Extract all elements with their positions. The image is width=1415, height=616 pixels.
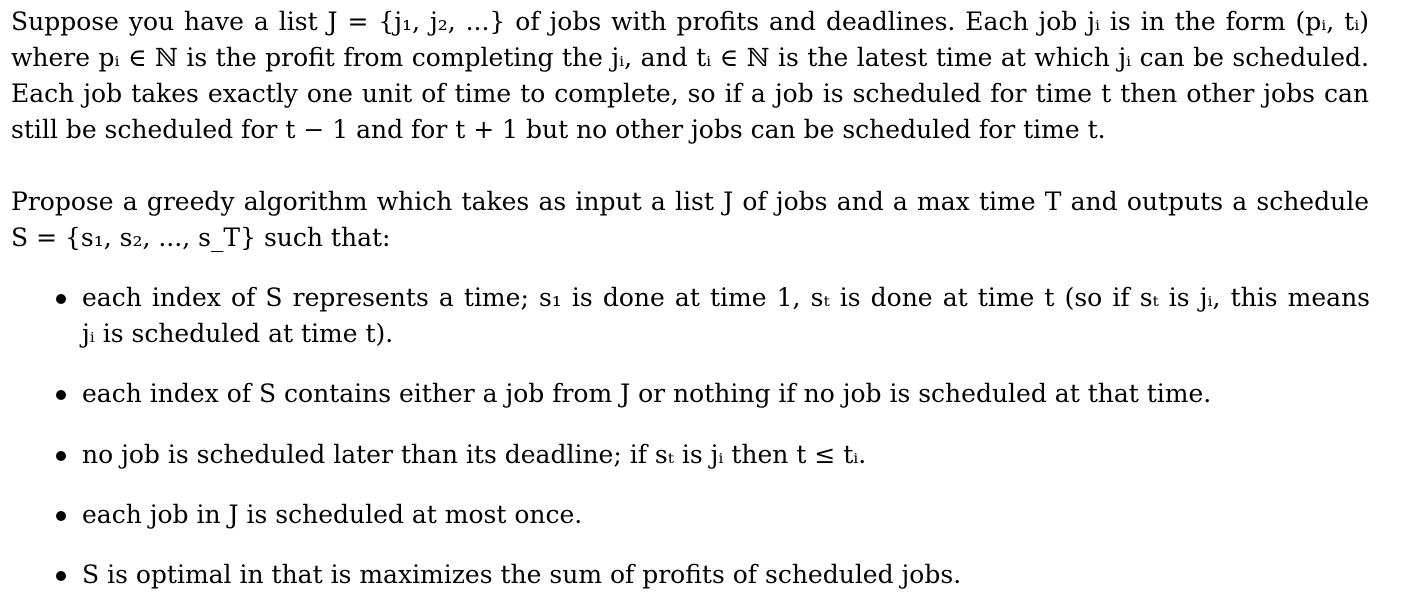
intro-line-4: still be scheduled for t − 1 and for t + 1 but no other jobs can be scheduled for time t. xyxy=(11,115,1106,144)
list-item-line: jᵢ is scheduled at time t). xyxy=(82,319,394,348)
bullet-icon xyxy=(56,390,66,400)
intro-line-1: Suppose you have a list J = {j₁, j₂, ...} of jobs with profits and deadlines. Each job jᵢ is in the form (pᵢ, tᵢ) xyxy=(11,7,1369,36)
list-item-line: no job is scheduled later than its deadline; if sₜ is jᵢ then t ≤ tᵢ. xyxy=(82,440,867,469)
intro-line-2: where pᵢ ∈ ℕ is the profit from completing the jᵢ, and tᵢ ∈ ℕ is the latest time at which jᵢ can be scheduled. xyxy=(11,43,1369,72)
task-line-2: S = {s₁, s₂, ..., s_T} such that: xyxy=(11,223,391,252)
task-line-1: Propose a greedy algorithm which takes as input a list J of jobs and a max time T and outputs a schedule xyxy=(11,187,1369,216)
intro-line-3: Each job takes exactly one unit of time to complete, so if a job is scheduled for time t then other jobs can xyxy=(11,79,1369,108)
list-item-line: each index of S contains either a job from J or nothing if no job is scheduled at that time. xyxy=(82,379,1212,408)
list-item-line: each job in J is scheduled at most once. xyxy=(82,500,583,529)
bullet-icon xyxy=(56,294,66,304)
bullet-icon xyxy=(56,511,66,521)
bullet-icon xyxy=(56,571,66,581)
bullet-icon xyxy=(56,451,66,461)
list-item-line: each index of S represents a time; s₁ is done at time 1, sₜ is done at time t (so if sₜ is jᵢ, this means xyxy=(82,283,1370,312)
list-item-line: S is optimal in that is maximizes the sum of profits of scheduled jobs. xyxy=(82,560,962,589)
